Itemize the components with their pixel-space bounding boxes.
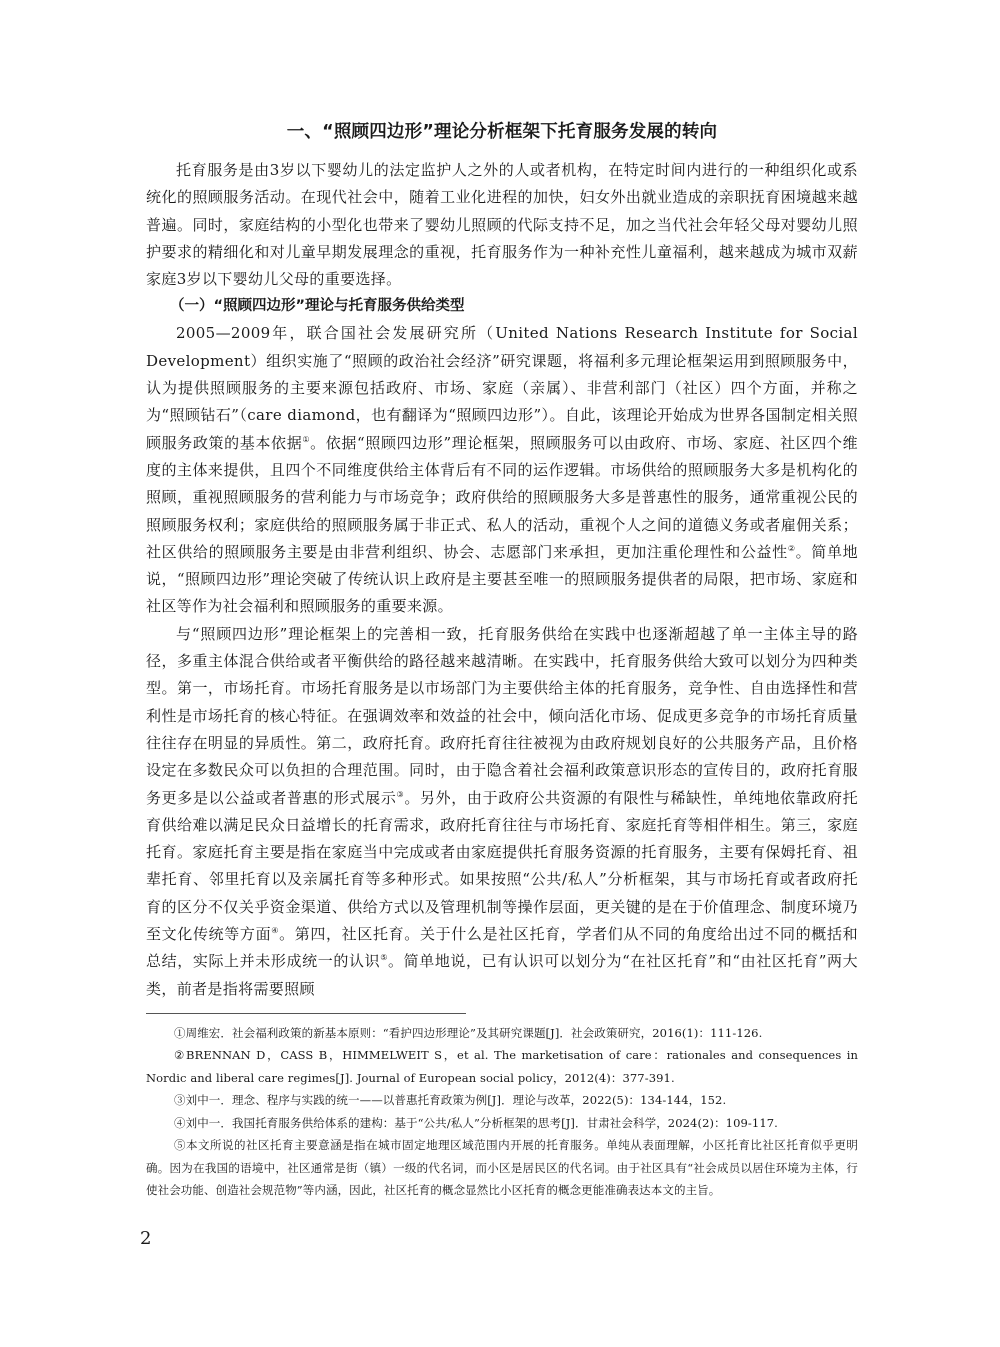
body-paragraph-3 bbox=[146, 621, 858, 1003]
paragraph-text: 。简单地说，已有认识可以划分为“在社区托育”和“由社区托育”两大类，前者是指将需要照顾 bbox=[146, 952, 858, 998]
footnote-divider bbox=[146, 1013, 466, 1014]
footnote-ref-2[interactable]: ② bbox=[787, 543, 796, 553]
footnote-4: ④刘中一．我国托育服务供给体系的建构：基于“公共/私人”分析框架的思考[J]．甘肃社会科学，2024(2)：109-117. bbox=[174, 1115, 778, 1130]
footnote-1: ①周维宏．社会福利政策的新基本原则：“看护四边形理论”及其研究课题[J]．社会政策研究，2016(1)：111-126. bbox=[174, 1025, 763, 1040]
paragraph-text: 。另外，由于政府公共资源的有限性与稀缺性，单纯地依靠政府托育供给难以满足民众日益增长的托育需求，政府托育往往与市场托育、家庭托育等相伴相生。第三，家庭托育。家庭托育主要是指在家庭当中完成或者由家庭提供托育服务资源的托育服务，主要有保姆托育、祖辈托育、邻里托育以及亲属托育等多种形式。如果按照“公共/私人”分析框架，其与市场托育或者政府托育的区分不仅关乎资金渠道、供给方式以及管理机制等操作层面，更关键的是在于价值理念、制度环境乃至文化传统等方面 bbox=[146, 788, 858, 944]
footnote-2: ②BRENNAN D，CASS B，HIMMELWEIT S，et al. The marketisation of care：rationales and consequences in Nordic and liberal care regimes[J]. Journal of European social policy，2012(4)：377-391. bbox=[146, 1048, 858, 1085]
paragraph-text: 。简单地说，“照顾四边形”理论突破了传统认识上政府是主要甚至唯一的照顾服务提供者的局限，把市场、家庭和社区等作为社会福利和照顾服务的重要来源。 bbox=[146, 542, 858, 616]
footnote-3: ③刘中一．理念、程序与实践的统一——以普惠托育政策为例[J]．理论与改革，2022(5)：134-144，152. bbox=[174, 1093, 727, 1108]
paragraph-text: 2005—2009年，联合国社会发展研究所（United Nations Research Institute for Social Development）组织实施了“照顾的政治社会经济”研究课题，将福利多元理论框架运用到照顾服务中，认为提供照顾服务的主要来源包括政府、市场、家庭（亲属）、非营利部门（社区）四个方面，并称之为“照顾钻石”（care diamond，也有翻译为“照顾四边形”）。自此，该理论开始成为世界各国制定相关照顾服务政策的基本依据 bbox=[146, 324, 858, 452]
body-paragraph-2 bbox=[146, 320, 858, 620]
intro-paragraph: 托育服务是由3岁以下婴幼儿的法定监护人之外的人或者机构，在特定时间内进行的一种组织化或系统化的照顾服务活动。在现代社会中，随着工业化进程的加快，妇女外出就业造成的亲职抚育困境越来越普遍。同时，家庭结构的小型化也带来了婴幼儿照顾的代际支持不足，加之当代社会年轻父母对婴幼儿照护要求的精细化和对儿童早期发展理念的重视，托育服务作为一种补充性儿童福利，越来越成为城市双薪家庭3岁以下婴幼儿父母的重要选择。 bbox=[146, 161, 858, 289]
document-page bbox=[146, 120, 858, 1202]
footnotes-list bbox=[146, 1022, 858, 1202]
paragraph-text: 与“照顾四边形”理论框架上的完善相一致，托育服务供给在实践中也逐渐超越了单一主体主导的路径，多重主体混合供给或者平衡供给的路径越来越清晰。在实践中，托育服务供给大致可以划分为四种类型。第一，市场托育。市场托育服务是以市场部门为主要供给主体的托育服务，竞争性、自由选择性和营利性是市场托育的核心特征。在强调效率和效益的社会中，倾向活化市场、促成更多竞争的市场托育质量往往存在明显的异质性。第二，政府托育。政府托育往往被视为由政府规划良好的公共服务产品，且价格设定在多数民众可以负担的合理范围。同时，由于隐含着社会福利政策意识形态的宣传目的，政府托育服务更多是以公益或者普惠的形式展示 bbox=[146, 624, 858, 807]
section-title: 一、“照顾四边形”理论分析框架下托育服务发展的转向 bbox=[286, 122, 718, 142]
page-number: 2 bbox=[140, 1228, 152, 1249]
footnote-ref-4[interactable]: ④ bbox=[271, 926, 280, 936]
footnote-5: ⑤本文所说的社区托育主要意涵是指在城市固定地理区域范围内开展的托育服务。单纯从表面理解，小区托育比社区托育似乎更明确。因为在我国的语境中，社区通常是街（镇）一级的代名词，而小区是居民区的代名词。由于社区具有“社会成员以居住环境为主体，行使社会功能、创造社会规范物”等内涵，因此，社区托育的概念显然比小区托育的概念更能准确表达本文的主旨。 bbox=[146, 1138, 858, 1198]
footnote-ref-3[interactable]: ③ bbox=[396, 789, 405, 799]
subsection-heading: （一）“照顾四边形”理论与托育服务供给类型 bbox=[170, 298, 465, 315]
paragraph-text: 。第四，社区托育。关于什么是社区托育，学者们从不同的角度给出过不同的概括和总结，实际上并未形成统一的认识 bbox=[146, 925, 858, 971]
footnote-ref-1[interactable]: ① bbox=[302, 434, 311, 444]
footnote-ref-5[interactable]: ⑤ bbox=[380, 953, 388, 963]
paragraph-text: 。依据“照顾四边形”理论框架，照顾服务可以由政府、市场、家庭、社区四个维度的主体来提供，且四个不同维度供给主体背后有不同的运作逻辑。市场供给的照顾服务大多是机构化的照顾，重视照顾服务的营利能力与市场竞争；政府供给的照顾服务大多是普惠性的服务，通常重视公民的照顾服务权利；家庭供给的照顾服务属于非正式、私人的活动，重视个人之间的道德义务或者雇佣关系；社区供给的照顾服务主要是由非营利组织、协会、志愿部门来承担，更加注重伦理性和公益性 bbox=[146, 433, 858, 561]
